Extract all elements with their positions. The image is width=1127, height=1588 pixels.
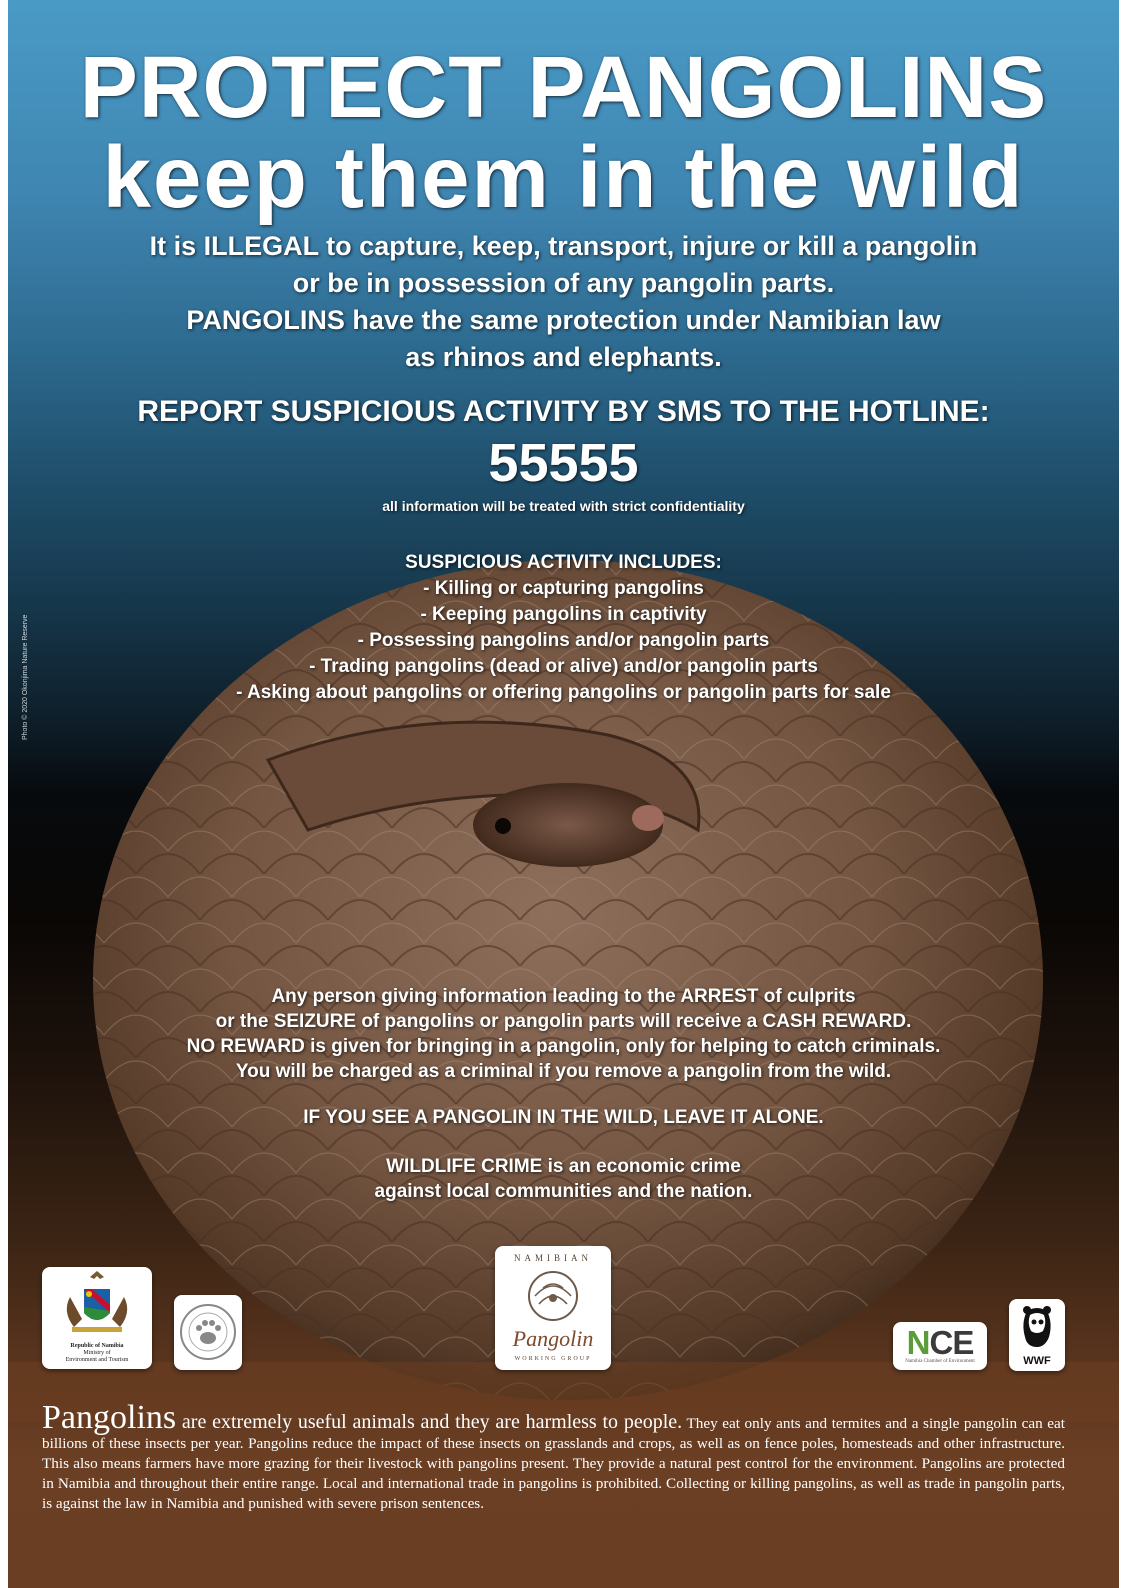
pangolin-working-group-logo — [495, 1246, 611, 1370]
poster — [8, 0, 1119, 1588]
ministry-label: Ministry of — [83, 1350, 111, 1356]
npwg-top-label: NAMIBIAN — [514, 1253, 592, 1263]
list-item: - Keeping pangolins in captivity — [420, 604, 707, 625]
ministry-logo — [42, 1267, 152, 1369]
legal-notice — [8, 228, 1119, 376]
npwg-sub-label: WORKING GROUP — [514, 1356, 592, 1362]
list-item: - Killing or capturing pangolins — [423, 578, 704, 599]
legal-line: It is ILLEGAL to capture, keep, transport, injure or kill a pangolin — [149, 231, 978, 261]
npwg-name: Pangolin — [512, 1326, 594, 1351]
ministry-country: Republic of Namibia — [70, 1343, 124, 1349]
suspicious-activity-list — [8, 550, 1119, 706]
legal-line: or be in possession of any pangolin parts. — [292, 268, 835, 298]
pangolin-nose — [632, 805, 664, 831]
crime-line: against local communities and the nation. — [374, 1181, 753, 1202]
lead-word: Pangolins — [42, 1399, 177, 1436]
nce-logo — [893, 1322, 987, 1370]
headline-sub: keep them in the wild — [102, 129, 1025, 226]
pangolin-sketch-icon — [523, 1268, 583, 1324]
confidentiality-note: all information will be treated with strict confidentiality — [382, 498, 745, 514]
coat-of-arms-icon — [42, 1267, 152, 1337]
crime-line: WILDLIFE CRIME is an economic crime — [386, 1156, 741, 1177]
pangolin-eye — [495, 818, 511, 834]
suspicious-heading: SUSPICIOUS ACTIVITY INCLUDES: — [405, 552, 722, 573]
wwf-logo — [1009, 1299, 1065, 1371]
nce-sub-label: Namibia Chamber of Environment — [905, 1359, 975, 1364]
photo-credit: Photo © 2020 Okonjima Nature Reserve — [22, 614, 29, 740]
list-item: - Asking about pangolins or offering pangolins or pangolin parts for sale — [236, 682, 891, 703]
legal-line: PANGOLINS have the same protection under Namibian law — [186, 305, 941, 335]
conservancy-logo — [174, 1295, 242, 1370]
paw-seal-icon — [174, 1295, 242, 1370]
reward-line: NO REWARD is given for bringing in a pangolin, only for helping to catch criminals. — [186, 1036, 941, 1057]
list-item: - Trading pangolins (dead or alive) and/or pangolin parts — [309, 656, 818, 677]
lead-sentence: are extremely useful animals and they are harmless to people. — [176, 1411, 683, 1433]
reward-line: Any person giving information leading to the ARREST of culprits — [271, 986, 856, 1007]
nce-n: N — [906, 1324, 930, 1361]
ministry-name: Environment and Tourism — [65, 1357, 129, 1363]
wildlife-crime-notice — [8, 1154, 1119, 1204]
wwf-label: WWF — [1023, 1355, 1051, 1367]
reward-line: You will be charged as a criminal if you remove a pangolin from the wild. — [235, 1061, 892, 1082]
report-heading: REPORT SUSPICIOUS ACTIVITY BY SMS TO THE HOTLINE: — [137, 395, 990, 428]
panda-icon — [1019, 1305, 1055, 1349]
reward-line: or the SEIZURE of pangolins or pangolin parts will receive a CASH REWARD. — [215, 1011, 912, 1032]
legal-line: as rhinos and elephants. — [405, 342, 722, 372]
headline-main: PROTECT PANGOLINS — [79, 39, 1048, 136]
reward-notice — [8, 984, 1119, 1084]
description-body: They eat only ants and termites and a single pangolin can eat billions of these insects per year. Pangolins reduce the impact of these insects on grasslands and crops, as well as on fence poles, homesteads and other infrastructure. This also means farmers have more grazing for their livestock with pangolins present. They provide a natural pest control for the environment. Pangolins are protected in Namibia and throughout their entire range. Local and international trade in pangolins is prohibited. Collecting or killing pangolins, as well as trade in pangolin parts, is against the law in Namibia and punished with severe prison sentences. — [42, 1415, 1065, 1512]
description-paragraph — [42, 1399, 1065, 1514]
leave-alone-notice: IF YOU SEE A PANGOLIN IN THE WILD, LEAVE IT ALONE. — [303, 1107, 824, 1128]
hotline-number: 55555 — [488, 433, 639, 493]
list-item: - Possessing pangolins and/or pangolin parts — [357, 630, 770, 651]
nce-ce: CE — [929, 1324, 974, 1361]
